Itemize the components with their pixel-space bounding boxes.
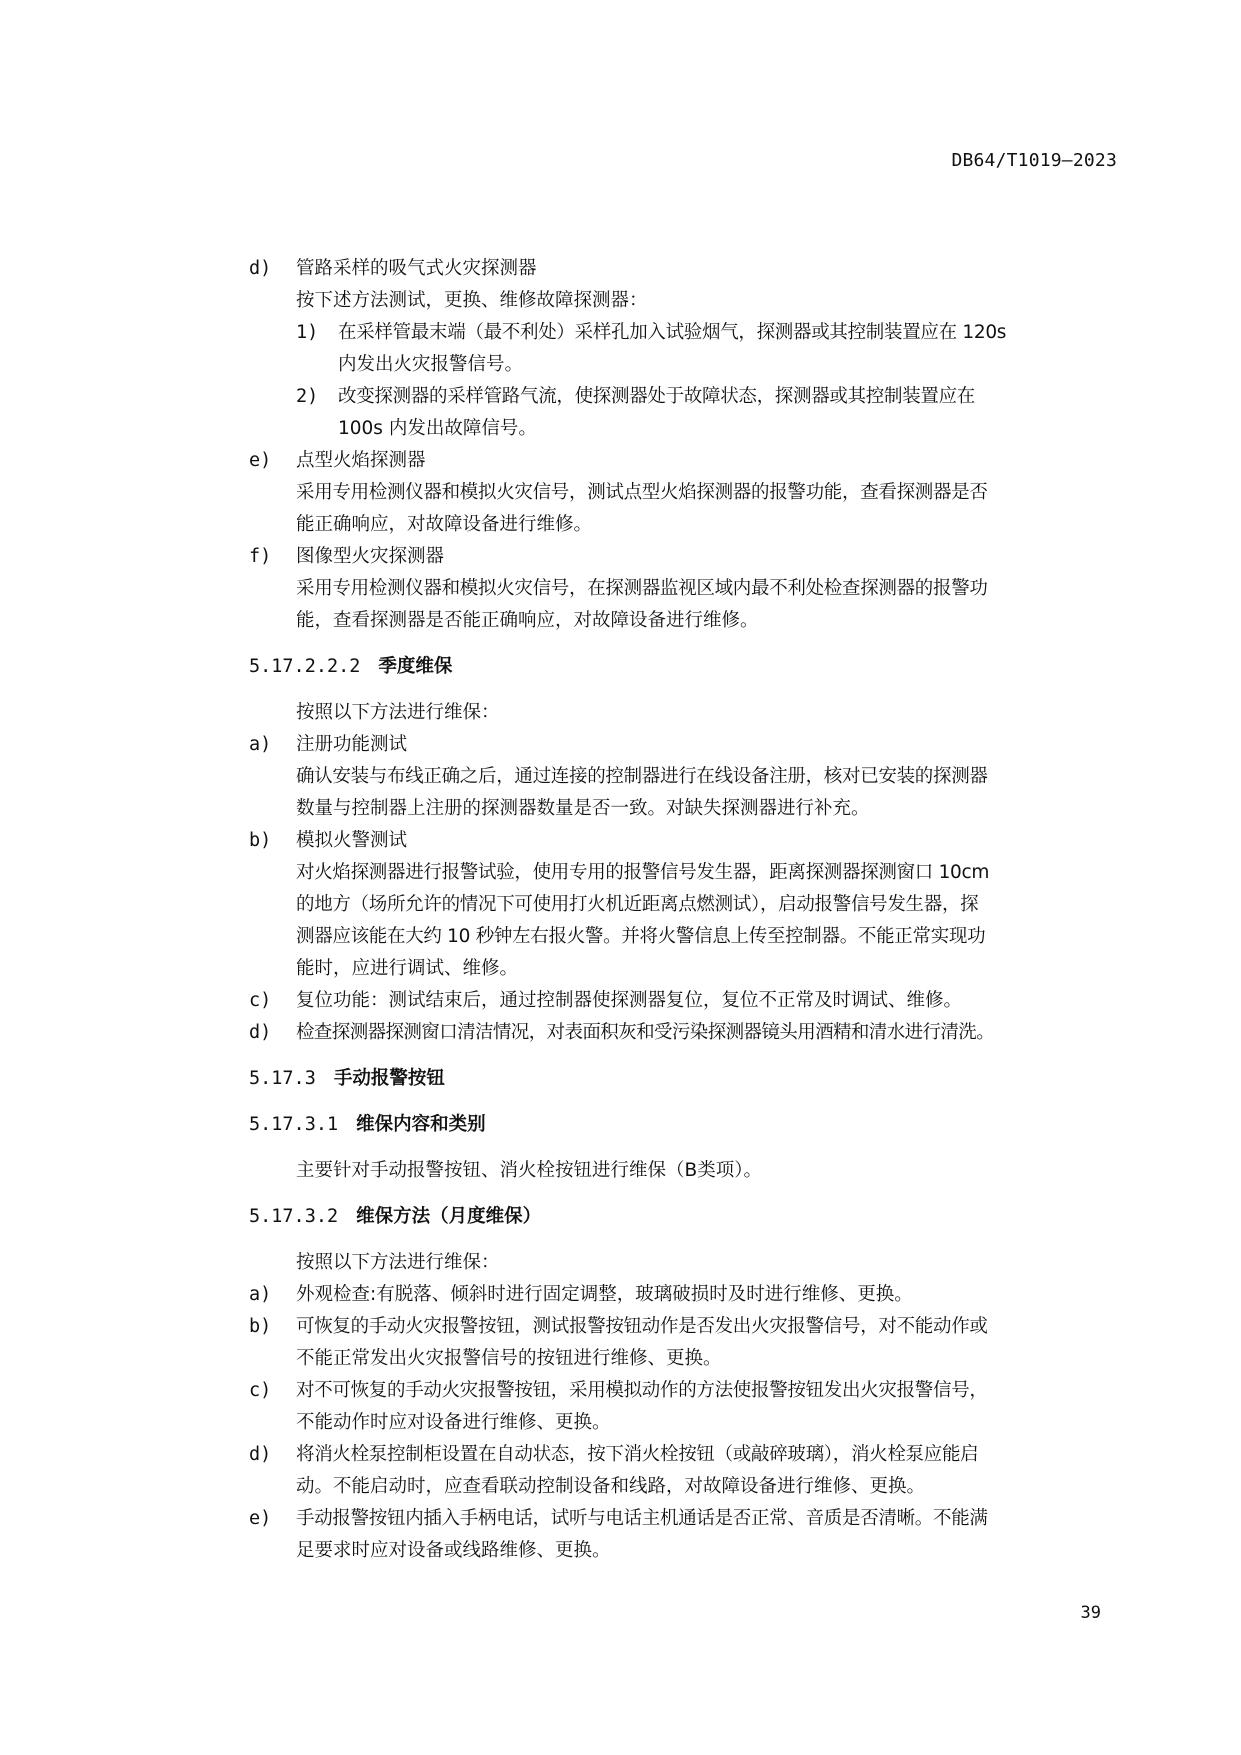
sublist-item-2 [249,381,1129,445]
sublist-item-1 [249,317,1129,381]
list-item-e [249,445,1129,477]
section-heading-5-17-3-1 [249,1109,1129,1141]
list-item-title: 点型火焰探测器 [296,450,426,471]
paragraph-line: 测器应该能在大约 10 秒钟左右报火警。并将火警信息上传至控制器。不能正常实现功 [296,926,986,947]
paragraph: 按照以下方法进行维保： [296,702,500,723]
list-label: e) [249,1508,272,1529]
list-item-d [249,1017,1129,1049]
list-label: a) [249,734,272,755]
list-item-title: 模拟火警测试 [296,830,408,851]
sublist-text-line: 内发出火灾报警信号。 [338,354,524,375]
list-item-text-line: 将消火栓泵控制柜设置在自动状态，按下消火栓按钮（或敲碎玻璃），消火栓泵应能启 [296,1444,979,1465]
list-item-text: 检查探测器探测窗口清洁情况，对表面积灰和受污染探测器镜头用酒精和清水进行清洗。 [296,1022,995,1043]
list-item-f [249,541,1129,573]
list-label: a) [249,1284,272,1305]
section-heading-5-17-2-2-2 [249,651,1129,683]
paragraph-line: 能时，应进行调试、维修。 [296,958,519,979]
list-item-b [249,1311,1129,1343]
list-label: d) [249,1022,272,1043]
sublist-label: 1) [296,322,319,343]
list-item-text-line: 手动报警按钮内插入手柄电话，试听与电话主机通话是否正常、音质是否清晰。不能满 [296,1508,988,1529]
list-item-text: 复位功能：测试结束后，通过控制器使探测器复位，复位不正常及时调试、维修。 [296,990,963,1011]
list-label: c) [249,1380,272,1401]
paragraph: 按下述方法测试，更换、维修故障探测器： [296,290,648,311]
list-label: b) [249,1316,272,1337]
paragraph-line: 能正确响应，对故障设备进行维修。 [296,514,593,535]
list-item-title: 管路采样的吸气式火灾探测器 [296,258,537,279]
section-number: 5.17.3 [249,1068,316,1089]
paragraph-line: 的地方（场所允许的情况下可使用打火机近距离点燃测试），启动报警信号发生器，探 [296,894,979,915]
paragraph-line: 能，查看探测器是否能正确响应，对故障设备进行维修。 [296,610,759,631]
paragraph-line: 不能动作时应对设备进行维修、更换。 [296,1412,611,1433]
list-label: e) [249,450,272,471]
section-title: 维保内容和类别 [356,1114,486,1135]
list-item-c [249,1375,1129,1407]
paragraph-line: 数量与控制器上注册的探测器数量是否一致。对缺失探测器进行补充。 [296,798,870,819]
list-label: d) [249,258,272,279]
list-item-text-line: 对不可恢复的手动火灾报警按钮，采用模拟动作的方法使报警按钮发出火灾报警信号， [296,1380,988,1401]
paragraph-line: 动。不能启动时，应查看联动控制设备和线路，对故障设备进行维修、更换。 [296,1476,926,1497]
list-item-d [249,1439,1129,1471]
paragraph-line: 不能正常发出火灾报警信号的按钮进行维修、更换。 [296,1348,722,1369]
paragraph-line: 采用专用检测仪器和模拟火灾信号，测试点型火焰探测器的报警功能，查看探测器是否 [296,482,988,503]
list-item-text: 外观检查:有脱落、倾斜时进行固定调整，玻璃破损时及时进行维修、更换。 [296,1284,913,1305]
paragraph-line: 对火焰探测器进行报警试验，使用专用的报警信号发生器，距离探测器探测窗口 10cm [296,862,990,883]
list-item-d [249,253,1129,285]
section-heading-5-17-3 [249,1063,1129,1095]
list-label: b) [249,830,272,851]
section-title: 手动报警按钮 [333,1068,445,1089]
sublist-text-line: 在采样管最末端（最不利处）采样孔加入试验烟气，探测器或其控制装置应在 120s [338,322,1007,343]
page-number: 39 [1080,1603,1101,1623]
section-heading-5-17-3-2 [249,1201,1129,1233]
list-item-b [249,825,1129,857]
section-number: 5.17.2.2.2 [249,656,361,677]
paragraph-line: 足要求时应对设备或线路维修、更换。 [296,1540,611,1561]
section-number: 5.17.3.1 [249,1114,339,1135]
list-item-text-line: 可恢复的手动火灾报警按钮，测试报警按钮动作是否发出火灾报警信号，对不能动作或 [296,1316,988,1337]
paragraph: 按照以下方法进行维保： [296,1252,500,1273]
list-item-a [249,1279,1129,1311]
paragraph-line: 采用专用检测仪器和模拟火灾信号，在探测器监视区域内最不利处检查探测器的报警功 [296,578,988,599]
list-label: c) [249,990,272,1011]
list-label: f) [249,546,272,567]
section-title: 维保方法（月度维保） [356,1206,542,1227]
page-content [249,253,1129,1567]
list-item-c [249,985,1129,1017]
list-item-title: 注册功能测试 [296,734,408,755]
sublist-text-line: 改变探测器的采样管路气流，使探测器处于故障状态，探测器或其控制装置应在 [338,386,976,407]
list-item-title: 图像型火灾探测器 [296,546,445,567]
section-number: 5.17.3.2 [249,1206,339,1227]
paragraph-line: 确认安装与布线正确之后，通过连接的控制器进行在线设备注册，核对已安装的探测器 [296,766,988,787]
paragraph: 主要针对手动报警按钮、消火栓按钮进行维保（B类项）。 [296,1160,762,1181]
list-item-a [249,729,1129,761]
section-title: 季度维保 [378,656,453,677]
list-item-e [249,1503,1129,1535]
document-id: DB64/T1019—2023 [951,150,1117,171]
sublist-label: 2) [296,386,319,407]
list-label: d) [249,1444,272,1465]
sublist-text-line: 100s 内发出故障信号。 [338,418,537,439]
